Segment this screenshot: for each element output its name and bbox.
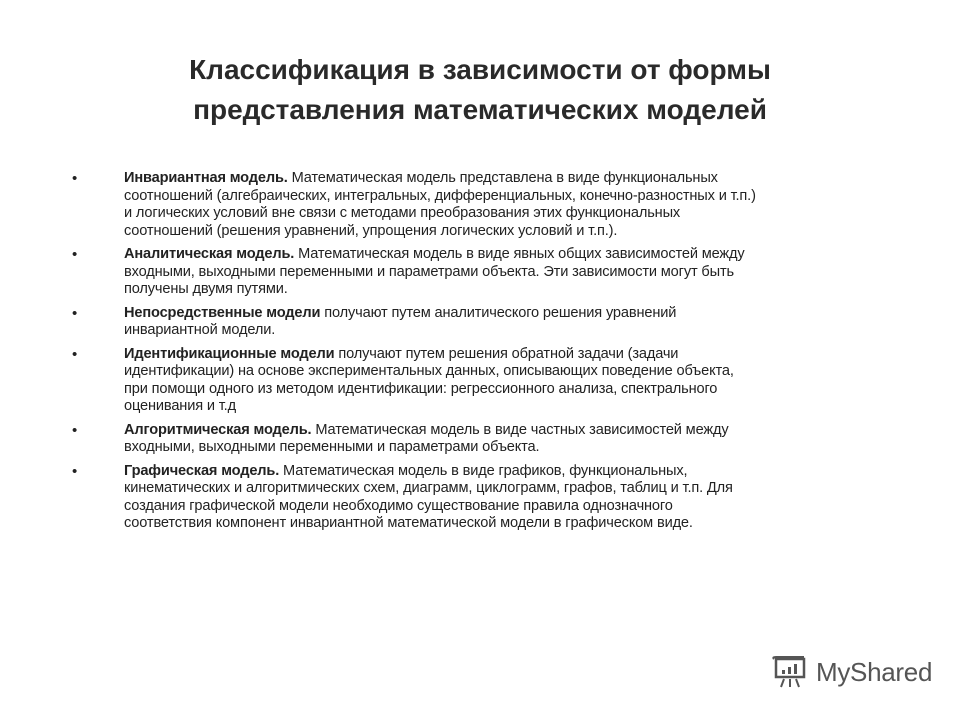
- list-item-text: соотношений (алгебраических, интегральных, дифференциальных, конечно-разностных и т.п.): [124, 187, 756, 204]
- list-item-text: соотношений (решения уравнений, упрощения логических условий и т.п.).: [124, 222, 618, 239]
- list-item-line: [124, 223, 932, 241]
- bullet-list: [72, 170, 932, 539]
- list-item-text: получены двумя путями.: [124, 281, 288, 297]
- list-item-line: [124, 281, 932, 299]
- bullet-marker: •: [72, 170, 78, 187]
- bullet-marker: •: [72, 304, 78, 322]
- list-item-line: [124, 188, 932, 206]
- list-item-term: Аналитическая модель.: [124, 246, 295, 262]
- bullet-marker: •: [72, 246, 78, 263]
- slide-title-line-2: представления математических моделей: [193, 94, 767, 125]
- myshared-watermark: [770, 655, 932, 689]
- list-item-line: [124, 363, 932, 381]
- list-item-text: Математическая модель представлена в виде функциональных: [287, 170, 718, 186]
- list-item-line: [124, 264, 932, 282]
- list-item-line: [124, 246, 932, 264]
- list-item-line: [124, 346, 932, 364]
- list-item-line: [124, 422, 932, 440]
- slide-title-line-1: Классификация в зависимости от формы: [189, 54, 771, 85]
- list-item-text: получают путем решения обратной задачи (задачи: [334, 345, 679, 362]
- watermark-text: MyShared: [816, 656, 933, 687]
- list-item-text: создания графической модели необходимо существование правила однозначного: [124, 497, 673, 514]
- list-item-text: входными, выходными переменными и параметрами объекта.: [124, 439, 540, 455]
- list-item: [72, 305, 932, 340]
- list-item: [72, 170, 932, 240]
- list-item-term: Идентификационные модели: [124, 345, 335, 362]
- bullet-marker: •: [72, 345, 78, 363]
- list-item-line: [124, 463, 932, 481]
- bullet-marker: •: [72, 462, 78, 480]
- list-item: [72, 422, 932, 457]
- list-item-text: оценивания и т.д: [124, 398, 236, 414]
- list-item-line: [124, 170, 932, 188]
- list-item-text: получают путем аналитического решения уравнений: [320, 304, 677, 321]
- list-item-line: [124, 480, 932, 498]
- list-item-line: [124, 205, 932, 223]
- list-item-text: соответствия компонент инвариантной математической модели в графическом виде.: [124, 515, 693, 531]
- list-item: [72, 463, 932, 533]
- list-item: [72, 346, 932, 416]
- list-item-text: при помощи одного из методом идентификации: регрессионного анализа, спектрального: [124, 380, 718, 397]
- list-item-text: Математическая модель в виде графиков, функциональных,: [279, 462, 688, 479]
- list-item-text: идентификации) на основе экспериментальных данных, описывающих поведение объекта,: [124, 363, 734, 379]
- list-item-text: инвариантной модели.: [124, 322, 276, 338]
- list-item-text: кинематических и алгоритмических схем, диаграмм, циклограмм, графов, таблиц и т.п. Для: [124, 480, 733, 496]
- list-item-line: [124, 381, 932, 399]
- list-item-text: Математическая модель в виде явных общих зависимостей между: [294, 246, 745, 262]
- list-item-line: [124, 515, 932, 533]
- list-item-term: Графическая модель.: [124, 462, 280, 479]
- list-item-line: [124, 305, 932, 323]
- list-item-line: [124, 439, 932, 457]
- bullet-marker: •: [72, 421, 78, 439]
- list-item-text: Математическая модель в виде частных зависимостей между: [311, 421, 729, 438]
- list-item: [72, 246, 932, 299]
- list-item-text: и логических условий вне связи с методами преобразования этих функциональных: [124, 205, 681, 221]
- list-item-line: [124, 398, 932, 416]
- presentation-board-icon: [770, 655, 810, 689]
- list-item-line: [124, 322, 932, 340]
- list-item-text: входными, выходными переменными и параметрами объекта. Эти зависимости могут быть: [124, 263, 734, 280]
- list-item-term: Непосредственные модели: [124, 304, 321, 321]
- list-item-term: Алгоритмическая модель.: [124, 421, 312, 438]
- slide-title: [0, 50, 960, 130]
- list-item-term: Инвариантная модель.: [124, 170, 288, 186]
- list-item-line: [124, 498, 932, 516]
